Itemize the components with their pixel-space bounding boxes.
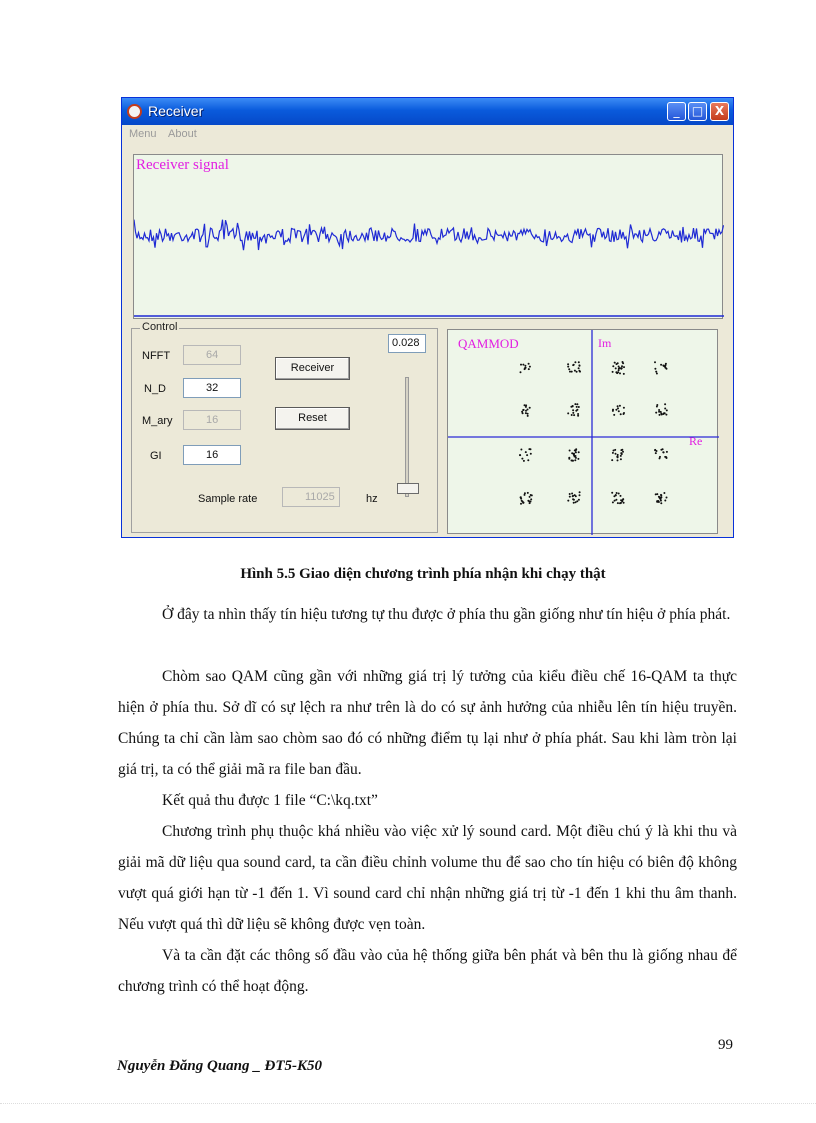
qam-point (520, 449, 522, 451)
qam-point (530, 498, 532, 500)
paragraph: Chòm sao QAM cũng gần với những giá trị lý tưởng của kiểu điều chế 16-QAM ta thực hiện ở phía thu. Sở dĩ có sự lệch ra như trên là do có sự ảnh hưởng của nhiễu lên tín hiệu truyền. Chúng ta chỉ cần làm sao chòm sao đó có những điểm tụ lại như ở phía phát. Sau khi làm tròn lại giá trị, ta có thể giải mã ra file ban đầu. (118, 668, 737, 778)
qam-point (623, 373, 625, 375)
paragraph: Kết quả thu được 1 file “C:\kq.txt” (162, 792, 378, 809)
qam-point (659, 414, 661, 416)
slider-value-field[interactable]: 0.028 (388, 334, 426, 353)
qam-point (621, 449, 623, 451)
qam-point (663, 451, 665, 453)
qam-point (620, 458, 622, 460)
qam-point (612, 410, 614, 412)
qam-point (665, 456, 667, 458)
qam-point (662, 448, 664, 450)
app-icon (127, 104, 142, 119)
qam-point (579, 371, 581, 373)
qam-point (614, 500, 616, 502)
qam-point (527, 413, 529, 415)
qam-point (576, 406, 578, 408)
figure-caption: Hình 5.5 Giao diện chương trình phía nhận khi chạy thật (240, 566, 606, 582)
qam-point (574, 361, 576, 363)
qam-point (617, 454, 619, 456)
qam-point (619, 372, 621, 374)
nfft-field: 64 (183, 345, 241, 365)
qam-point (575, 451, 577, 453)
qam-point (524, 492, 526, 494)
qam-point (578, 364, 580, 366)
qam-point (572, 412, 574, 414)
qam-point (612, 501, 614, 503)
qam-point (571, 460, 573, 462)
qam-point (658, 501, 660, 503)
qam-point (659, 496, 661, 498)
qam-point (573, 414, 575, 416)
qam-point (572, 409, 574, 411)
qam-point (615, 367, 617, 369)
qam-point (575, 457, 577, 459)
qam-point (574, 370, 576, 372)
m-ary-label: M_ary (142, 415, 173, 427)
qam-point (617, 459, 619, 461)
qam-point (654, 361, 656, 363)
receiver-button[interactable]: Receiver (275, 357, 350, 380)
qam-point (573, 502, 575, 504)
qam-point (530, 453, 532, 455)
qam-point (529, 366, 531, 368)
paragraph: Chương trình phụ thuộc khá nhiều vào việc xử lý sound card. Một điều chú ý là khi thu và giải mã dữ liệu qua sound card, ta cần điều chỉnh volume thu để sao cho tín hiệu có biên độ không vượt quá giới hạn từ -1 đến 1. Vì sound card chỉ nhận những giá trị từ -1 đến 1 khi thu âm thanh. Nếu vượt quá thì dữ liệu sẽ không được vẹn toàn. (118, 823, 737, 933)
author-footer: Nguyễn Đăng Quang _ ĐT5-K50 (117, 1058, 323, 1074)
qam-point (614, 362, 616, 364)
qam-point (529, 502, 531, 504)
qam-point (574, 403, 576, 405)
qam-point (576, 371, 578, 373)
qam-point (568, 368, 570, 370)
qam-point (612, 365, 614, 367)
qam-point (571, 493, 573, 495)
qam-point (660, 494, 662, 496)
qam-point (572, 495, 574, 497)
qam-point (576, 403, 578, 405)
control-group-label: Control (142, 321, 178, 333)
qam-points (519, 361, 668, 505)
qam-point (567, 412, 569, 414)
qam-point (567, 366, 569, 368)
qam-point (613, 414, 615, 416)
qam-point (578, 361, 580, 363)
qam-point (524, 404, 526, 406)
qam-point (520, 364, 522, 366)
qam-point (579, 494, 581, 496)
qam-point (614, 449, 616, 451)
qam-point (579, 491, 581, 493)
qam-point (654, 368, 656, 370)
qam-point (620, 502, 622, 504)
qam-point (615, 409, 617, 411)
qam-point (618, 410, 620, 412)
qam-panel-title: QAMMOD (458, 336, 519, 351)
qam-point (623, 413, 625, 415)
qam-point (655, 452, 657, 454)
qam-point (569, 450, 571, 452)
qam-point (519, 454, 521, 456)
qam-point (573, 454, 575, 456)
qam-point (664, 500, 666, 502)
qam-point (522, 364, 524, 366)
qam-point (527, 500, 529, 502)
menu-bar (122, 125, 733, 143)
qam-point (523, 409, 525, 411)
qam-point (530, 494, 532, 496)
qam-point (617, 405, 619, 407)
qam-point (622, 362, 624, 364)
qam-point (655, 493, 657, 495)
menu-item-about[interactable]: About (168, 128, 197, 140)
qam-point (577, 415, 579, 417)
qam-point (658, 409, 660, 411)
signal-panel-title: Receiver signal (136, 157, 229, 173)
reset-button[interactable]: Reset (275, 407, 350, 430)
m-ary-field: 16 (183, 410, 241, 430)
qam-point (623, 366, 625, 368)
maximize-button[interactable]: □ (688, 102, 707, 121)
qam-point (524, 494, 526, 496)
qam-point (578, 406, 580, 408)
qam-point (656, 500, 658, 502)
qam-point (618, 493, 620, 495)
qam-point (611, 492, 613, 494)
qam-point (567, 500, 569, 502)
qam-point (660, 411, 662, 413)
qam-point (524, 368, 526, 370)
receiver-window (121, 97, 734, 538)
qam-point (612, 371, 614, 373)
qam-point (527, 492, 529, 494)
title-bar[interactable] (122, 98, 733, 125)
qam-point (622, 498, 624, 500)
qam-point (663, 492, 665, 494)
qam-point (617, 502, 619, 504)
qam-point (526, 454, 528, 456)
qam-point (666, 409, 668, 411)
menu-item-menu[interactable]: Menu (129, 128, 157, 140)
qam-point (620, 495, 622, 497)
n-d-label: N_D (144, 383, 167, 395)
qam-point (574, 449, 576, 451)
gi-input[interactable]: 16 (183, 445, 241, 465)
qam-point (569, 371, 571, 373)
qam-point (616, 456, 618, 458)
paragraph: Và ta cần đặt các thông số đầu vào của hệ thống giữa bên phát và bên thu là giống nhau để chương trình có thể hoạt động. (118, 947, 737, 995)
qam-point (665, 414, 667, 416)
receiver-signal-plot (134, 155, 724, 320)
sample-rate-unit: hz (366, 493, 378, 505)
qam-point (664, 403, 666, 405)
qam-point (578, 499, 580, 501)
qam-point (576, 500, 578, 502)
qam-point (525, 451, 527, 453)
volume-slider-track[interactable] (405, 377, 409, 497)
qam-point (572, 364, 574, 366)
qam-point (573, 499, 575, 501)
qam-point (525, 410, 527, 412)
qam-point (656, 404, 658, 406)
qam-point (576, 409, 578, 411)
qam-point (613, 495, 615, 497)
qam-point (659, 457, 661, 459)
control-group (131, 321, 438, 533)
qam-point (616, 492, 618, 494)
qam-point (611, 459, 613, 461)
qam-point (527, 415, 529, 417)
qam-point (656, 373, 658, 375)
qam-point (523, 460, 525, 462)
minimize-button[interactable]: _ (667, 102, 686, 121)
qam-point (619, 405, 621, 407)
qam-point (616, 363, 618, 365)
qam-point (524, 365, 526, 367)
qam-point (619, 367, 621, 369)
qam-point (522, 412, 524, 414)
close-button[interactable]: X (710, 102, 729, 121)
n-d-input[interactable]: 32 (183, 378, 241, 398)
qam-point (528, 448, 530, 450)
qam-point (664, 408, 666, 410)
qam-point (615, 371, 617, 373)
qam-point (577, 458, 579, 460)
page-number: 99 (718, 1037, 733, 1053)
qam-point (578, 451, 580, 453)
qam-point (615, 453, 617, 455)
qam-point (664, 366, 666, 368)
qam-point (660, 502, 662, 504)
qam-point (615, 499, 617, 501)
qam-point (623, 502, 625, 504)
qam-point (666, 451, 668, 453)
sample-rate-field: 11025 (282, 487, 340, 507)
signal-trace (134, 220, 724, 251)
sample-rate-label: Sample rate (198, 493, 258, 505)
qam-point (666, 497, 668, 499)
qam-constellation-plot (448, 330, 719, 535)
qam-point (662, 413, 664, 415)
footer-divider (0, 1103, 816, 1104)
qam-point (521, 458, 523, 460)
paragraph: Ở đây ta nhìn thấy tín hiệu tương tự thu được ở phía thu gần giống như tín hiệu ở phía phát. (162, 606, 731, 623)
qam-point (660, 364, 662, 366)
window-title: Receiver (148, 103, 204, 119)
qam-point (660, 500, 662, 502)
qam-point (521, 500, 523, 502)
qam-point (575, 501, 577, 503)
qam-point (655, 412, 657, 414)
qam-point (527, 459, 529, 461)
qam-point (528, 363, 530, 365)
qam-point (567, 363, 569, 365)
qam-point (520, 498, 522, 500)
qam-re-label: Re (689, 434, 703, 448)
qam-im-label: Im (598, 336, 612, 350)
qam-point (655, 371, 657, 373)
qam-point (613, 450, 615, 452)
qam-point (623, 407, 625, 409)
qam-point (654, 449, 656, 451)
qam-point (569, 496, 571, 498)
qam-point (574, 459, 576, 461)
qam-point (621, 453, 623, 455)
qam-point (612, 452, 614, 454)
qam-point (520, 503, 522, 505)
qam-point (569, 493, 571, 495)
nfft-label: NFFT (142, 350, 171, 362)
qam-constellation-panel (447, 329, 718, 534)
qam-point (520, 371, 522, 373)
gi-label: GI (150, 450, 162, 462)
qam-point (528, 368, 530, 370)
qam-point (571, 414, 573, 416)
receiver-signal-panel (133, 154, 723, 319)
volume-slider-thumb[interactable] (397, 483, 419, 494)
qam-point (578, 367, 580, 369)
qam-point (622, 451, 624, 453)
qam-point (529, 407, 531, 409)
qam-point (621, 365, 623, 367)
qam-point (575, 495, 577, 497)
qam-point (617, 407, 619, 409)
qam-point (529, 496, 531, 498)
qam-point (568, 457, 570, 459)
qam-point (620, 413, 622, 415)
qam-point (570, 406, 572, 408)
qam-point (620, 455, 622, 457)
